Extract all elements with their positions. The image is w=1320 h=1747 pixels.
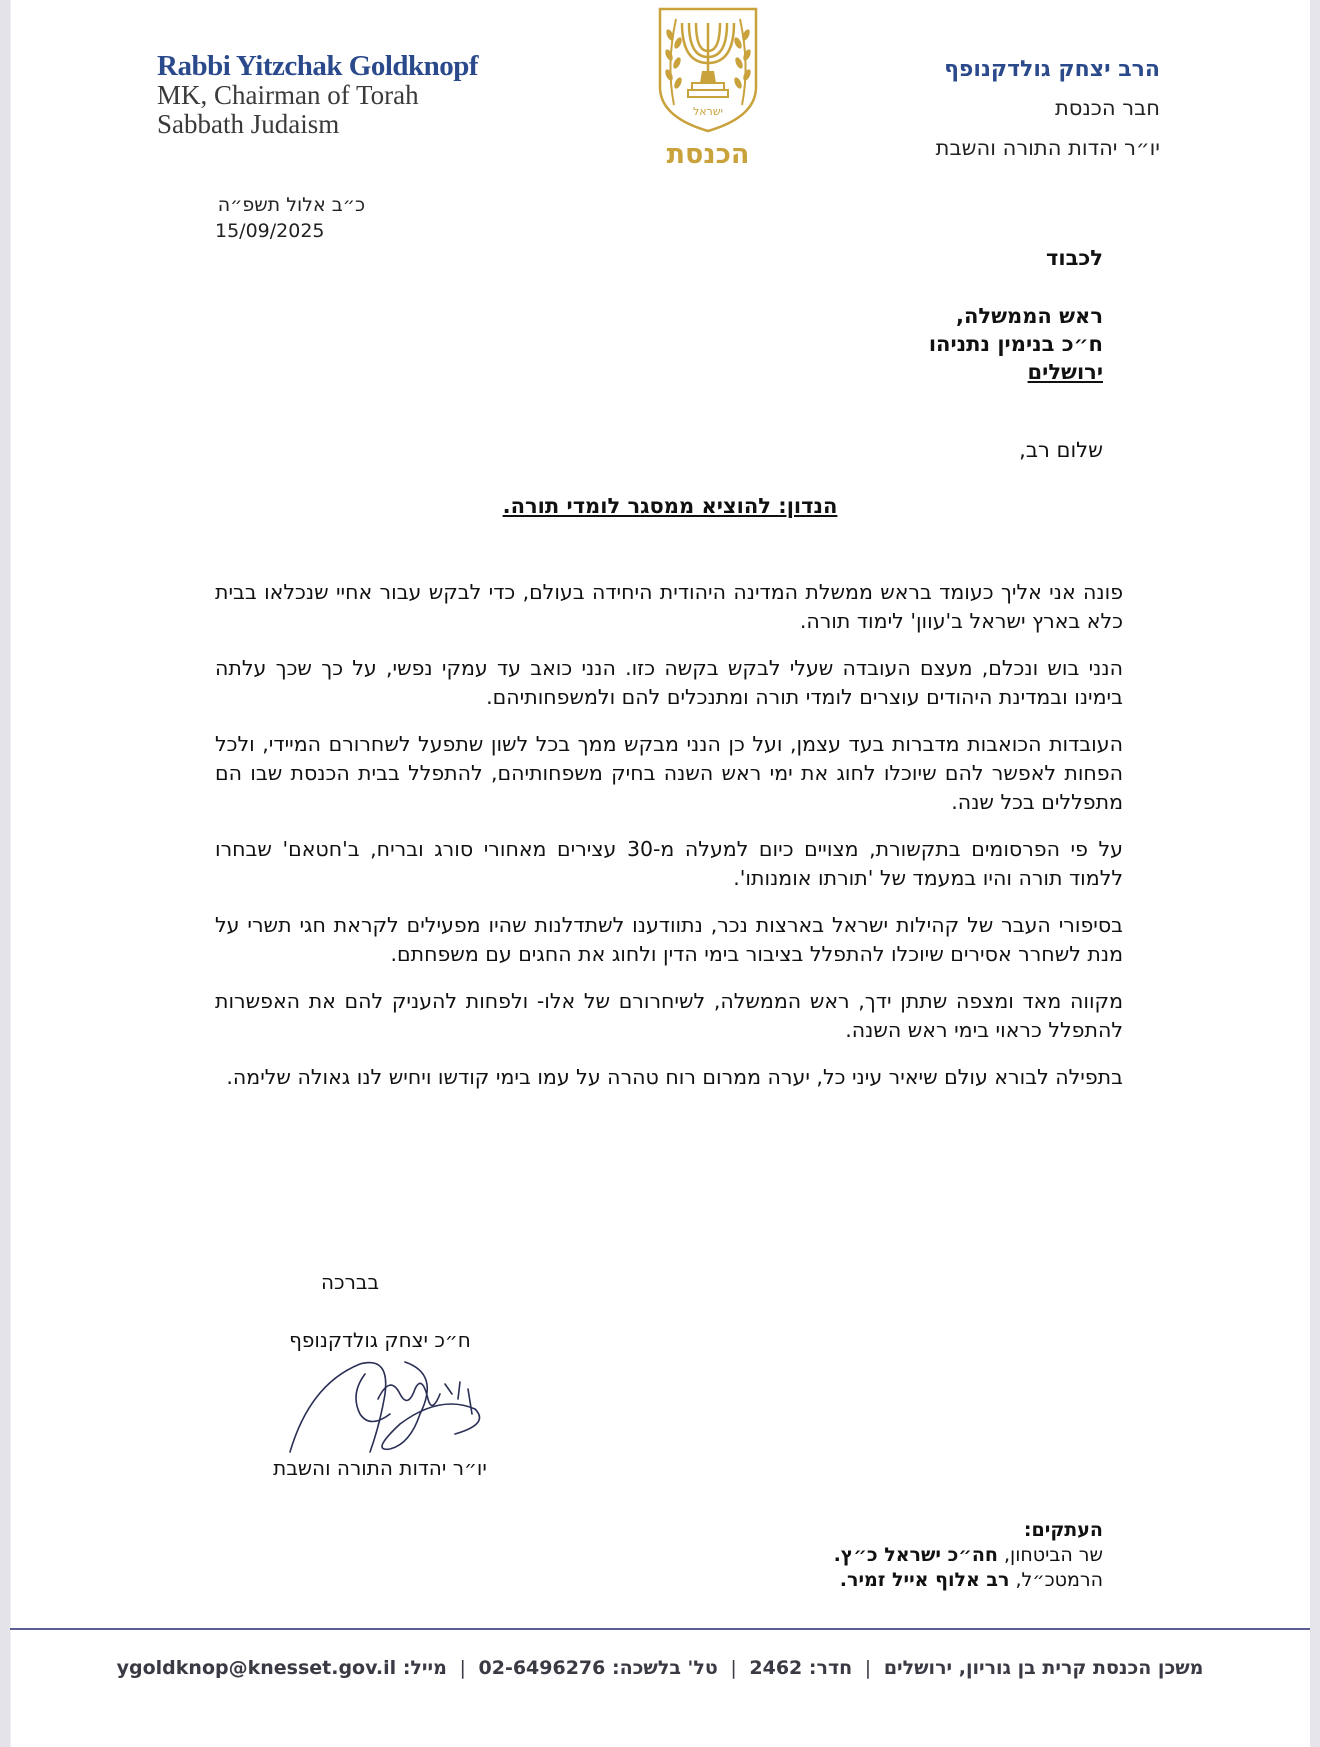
sender-title-hebrew-line2: יו״ר יהדות התורה והשבת — [935, 136, 1160, 160]
body-paragraph: בתפילה לבורא עולם שיאיר עיני כל, יערה ממרום רוח טהרה על עמו בימי קודשו ויחיש לנו גאולה שלימה. — [226, 1065, 1123, 1089]
page-edge — [1310, 0, 1320, 1747]
cc-block — [834, 1518, 1103, 1593]
recipient-city: ירושלים — [1027, 360, 1103, 384]
signature — [240, 1354, 520, 1454]
gregorian-date: 15/09/2025 — [215, 220, 325, 242]
separator: | — [459, 1657, 466, 1679]
cc-name: חה״כ ישראל כ״ץ. — [833, 1544, 998, 1566]
letter-date — [215, 192, 365, 244]
footer-contact — [0, 1657, 1320, 1679]
emblem-caption: הכנסת — [666, 139, 750, 170]
footer-email-link[interactable]: ygoldknop@knesset.gov.il — [116, 1657, 397, 1679]
recipient-name: ח״כ בנימין נתניהו — [928, 332, 1103, 356]
cc-name: רב אלוף אייל זמיר. — [839, 1569, 1010, 1591]
greeting: שלום רב, — [1019, 438, 1103, 462]
cc-title: העתקים: — [1023, 1519, 1103, 1541]
separator: | — [864, 1657, 872, 1679]
body-paragraph: מקווה מאד ומצפה שתתן ידך, ראש הממשלה, לשיחרורם של אלו- ולפחות להעניק להם את האפשרות להתפלל כראוי בימי ראש השנה. — [215, 989, 1123, 1042]
footer-divider — [10, 1628, 1310, 1630]
separator: | — [730, 1657, 737, 1679]
sender-name-hebrew: הרב יצחק גולדקנופף — [944, 57, 1160, 82]
recipient-block — [929, 244, 1103, 386]
closing-block — [240, 1268, 520, 1482]
footer-phone: 02-6496276 — [478, 1657, 606, 1679]
footer-phone-label: טל' בלשכה: — [612, 1657, 718, 1679]
cc-entry — [834, 1543, 1103, 1568]
knesset-emblem — [656, 5, 760, 175]
footer-room: 2462 — [749, 1657, 803, 1679]
body-paragraph: העובדות הכואבות מדברות בעד עצמן, ועל כן הנני מבקש ממך בכל לשון שתפעל לשחרורם המיידי, ולכל הפחות לאפשר להם שיוכלו לחוג את ימי ראש השנה בחיק משפחותיהם, להתפלל בבית הכנסת שבו הם מתפללים בכל שנה. — [215, 732, 1123, 814]
sender-title-english-line1: MK, Chairman of Torah — [157, 80, 419, 110]
cc-entry — [834, 1568, 1103, 1593]
body-paragraph: בסיפורי העבר של קהילות ישראל בארצות נכר, נתוודענו לשתדלנות שהיו מפעילים לקראת חגי תשרי על מנת לשחרר אסירים שיוכלו להתפלל בציבור בימי הדין ולחוג את החגים עם משפחתם. — [215, 913, 1123, 966]
letter-page — [10, 0, 1310, 1747]
sender-title-hebrew-line1: חבר הכנסת — [1054, 96, 1160, 120]
signer-role: יו״ר יהדות התורה והשבת — [273, 1456, 487, 1480]
knesset-menorah-emblem-icon — [656, 5, 760, 135]
subject-line — [10, 494, 1320, 518]
english-letterhead — [157, 52, 478, 139]
recipient-salutation: לכבוד — [1046, 246, 1103, 270]
sender-name-english: Rabbi Yitzchak Goldknopf — [157, 50, 479, 82]
footer-address: משכן הכנסת קרית בן גוריון, ירושלים — [883, 1657, 1204, 1679]
footer-email-label: מייל: — [402, 1657, 447, 1679]
closing-blessing: בברכה — [320, 1270, 380, 1294]
cc-role: שר הביטחון, — [997, 1544, 1103, 1566]
body-paragraph: פונה אני אליך כעומד בראש ממשלת המדינה היהודית היחידה בעולם, כדי לבקש עבור אחיי שנכלאו בבית כלא בארץ ישראל ב'עוון' לימוד תורה. — [215, 580, 1123, 633]
hebrew-date: כ״ב אלול תשפ״ה — [217, 194, 365, 216]
recipient-title: ראש הממשלה, — [955, 304, 1103, 328]
signer-name: ח״כ יצחק גולדקנופף — [289, 1328, 471, 1352]
handwritten-signature-icon — [240, 1354, 520, 1454]
letter-body — [215, 578, 1123, 1110]
body-paragraph: הנני בוש ונכלם, מעצם העובדה שעלי לבקש בקשה כזו. הנני כואב עד עמקי נפשי, על כך שכך עלתה בימינו ובמדינת היהודים עוצרים לומדי תורה ומתנכלים להם ולמשפחותיהם. — [215, 656, 1123, 709]
cc-role: הרמטכ״ל, — [1009, 1569, 1103, 1591]
subject-text: הנדון: להוציא ממסגר לומדי תורה. — [502, 494, 838, 518]
body-paragraph: על פי הפרסומים בתקשורת, מצויים כיום למעלה מ-30 עצירים מאחורי סורג ובריח, ב'חטאם' שבחרו ללמוד תורה והיו במעמד של 'תורתו אומנותו'. — [215, 837, 1123, 890]
footer-room-label: חדר: — [808, 1657, 853, 1679]
sender-title-english-line2: Sabbath Judaism — [157, 109, 340, 139]
hebrew-letterhead — [936, 52, 1160, 168]
svg-text:ישראל: ישראל — [692, 105, 724, 118]
